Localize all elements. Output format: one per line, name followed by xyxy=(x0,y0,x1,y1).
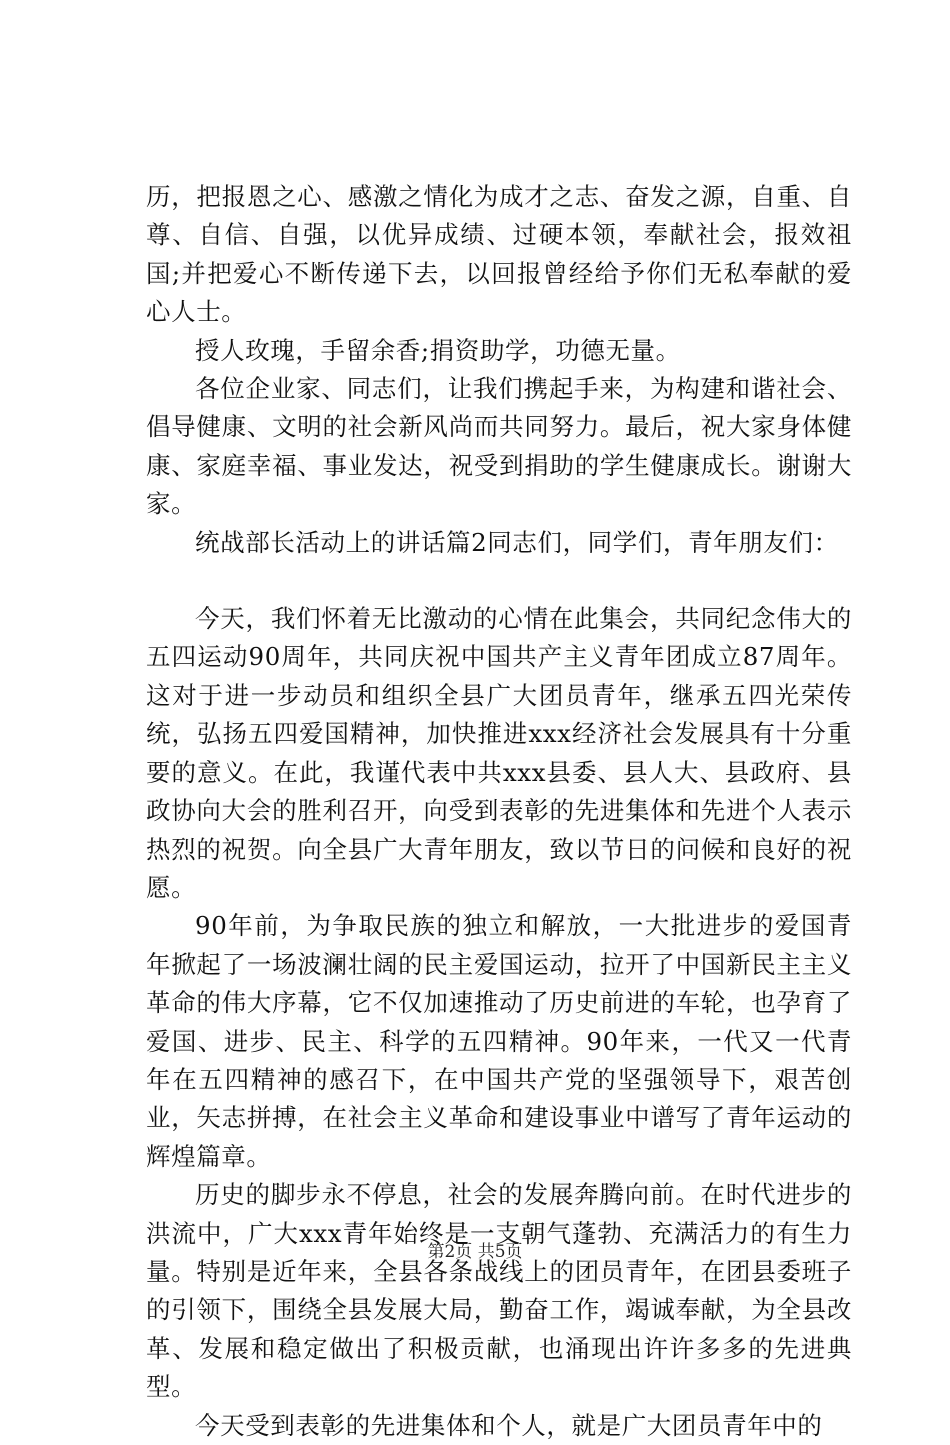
paragraph-may-fourth-commemoration: 今天，我们怀着无比激动的心情在此集会，共同纪念伟大的五四运动90周年，共同庆祝中国共产主义青年团成立87周年。这对于进一步动员和组织全县广大团员青年，继承五四光荣传统，弘扬五四爱国精神，加快推进xxx经济社会发展具有十分重要的意义。在此，我谨代表中共xxx县委、县人大、县政府、县政协向大会的胜利召开，向受到表彰的先进集体和先进个人表示热烈的祝贺。向全县广大青年朋友，致以节日的问候和良好的祝愿。 xyxy=(146,604,852,902)
paragraph-closing-thanks: 各位企业家、同志们，让我们携起手来，为构建和谐社会、倡导健康、文明的社会新风尚而共同努力。最后，祝大家身体健康、家庭幸福、事业发达，祝受到捐助的学生健康成长。谢谢大家。 xyxy=(146,374,852,519)
paragraph-honored-today: 今天受到表彰的先进集体和个人，就是广大团员青年中的 xyxy=(195,1410,823,1440)
page-number-footer: 第2页 共5页 xyxy=(427,1242,523,1262)
paragraph-continuation: 历，把报恩之心、感激之情化为成才之志、奋发之源，自重、自尊、自信、自强，以优异成绩、过硬本领，奉献社会，报效祖国;并把爱心不断传递下去，以回报曾经给予你们无私奉献的爱心人士。 xyxy=(146,182,852,327)
paragraph-rose-saying: 授人玫瑰，手留余香;捐资助学，功德无量。 xyxy=(195,335,681,365)
paragraph-speech-heading: 统战部长活动上的讲话篇2同志们，同学们，青年朋友们： xyxy=(195,527,839,557)
paragraph-ninety-years-ago: 90年前，为争取民族的独立和解放，一大批进步的爱国青年掀起了一场波澜壮阔的民主爱国运动，拉开了中国新民主主义革命的伟大序幕，它不仅加速推动了历史前进的车轮，也孕育了爱国、进步、民主、科学的五四精神。90年来，一代又一代青年在五四精神的感召下，在中国共产党的坚强领导下，艰苦创业，矢志拼搏，在社会主义革命和建设事业中谱写了青年运动的辉煌篇章。 xyxy=(146,911,852,1171)
paragraph-history-progress: 历史的脚步永不停息，社会的发展奔腾向前。在时代进步的洪流中，广大xxx青年始终是一支朝气蓬勃、充满活力的有生力量。特别是近年来，全县各条战线上的团员青年，在团县委班子的引领下，围绕全县发展大局，勤奋工作，竭诚奉献，为全县改革、发展和稳定做出了积极贡献，也涌现出许许多多的先进典型。 xyxy=(146,1180,852,1402)
